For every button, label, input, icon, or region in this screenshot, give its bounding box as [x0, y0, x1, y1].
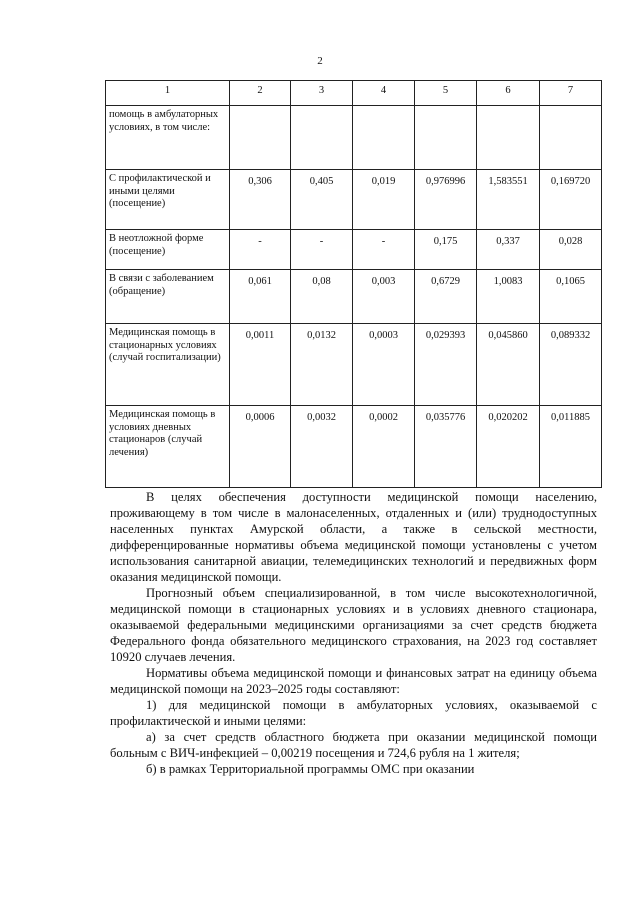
- table-cell: 0,028: [540, 230, 602, 270]
- table-cell: 0,306: [230, 170, 291, 230]
- paragraph: б) в рамках Территориальной программы ОМС при оказании: [146, 762, 475, 776]
- table-cell: 0,0132: [291, 324, 353, 406]
- table-cell: [540, 106, 602, 170]
- row-label: В неотложной форме (посещение): [106, 230, 230, 270]
- column-header: 6: [477, 81, 540, 106]
- table-cell: 0,169720: [540, 170, 602, 230]
- table-cell: -: [291, 230, 353, 270]
- paragraph: Нормативы объема медицинской помощи и финансовых затрат на единицу объема медицинской помощи на 2023–2025 годы составляют:: [110, 666, 597, 696]
- table-cell: 0,089332: [540, 324, 602, 406]
- row-label: Медицинская помощь в условиях дневных стационаров (случай лечения): [106, 406, 230, 488]
- table-cell: 1,0083: [477, 270, 540, 324]
- row-label: помощь в амбулаторных условиях, в том числе:: [106, 106, 230, 170]
- table-cell: 0,0032: [291, 406, 353, 488]
- paragraph: В целях обеспечения доступности медицинской помощи населению, проживающему в том числе в малонаселенных, отдаленных и (или) труднодоступных населенных пунктах Амурской области, а также в сельской местности, дифференцированные нормативы объема медицинской помощи установлены с учетом использования санитарной авиации, телемедицинских технологий и передвижных форм оказания медицинской помощи.: [110, 490, 597, 584]
- table-cell: 0,175: [415, 230, 477, 270]
- paragraph: 1) для медицинской помощи в амбулаторных условиях, оказываемой с профилактической и иными целями:: [110, 698, 597, 728]
- table-row: [106, 406, 602, 488]
- table-cell: 0,0006: [230, 406, 291, 488]
- norms-table: [105, 80, 602, 488]
- table-cell: -: [353, 230, 415, 270]
- table-cell: 0,020202: [477, 406, 540, 488]
- table-cell: 0,405: [291, 170, 353, 230]
- table-cell: -: [230, 230, 291, 270]
- table-cell: [415, 106, 477, 170]
- column-header: 2: [230, 81, 291, 106]
- paragraph: а) за счет средств областного бюджета при оказании медицинской помощи больным с ВИЧ-инфекцией – 0,00219 посещения и 724,6 рубля на 1 жителя;: [110, 730, 597, 760]
- body-text: [110, 489, 597, 777]
- table-cell: 0,011885: [540, 406, 602, 488]
- table-cell: 0,337: [477, 230, 540, 270]
- table-cell: 0,08: [291, 270, 353, 324]
- table-cell: 0,019: [353, 170, 415, 230]
- table-cell: 0,029393: [415, 324, 477, 406]
- table-cell: 0,0003: [353, 324, 415, 406]
- column-header: 3: [291, 81, 353, 106]
- table-row: [106, 106, 602, 170]
- table-cell: 1,583551: [477, 170, 540, 230]
- table-cell: 0,061: [230, 270, 291, 324]
- table-cell: [353, 106, 415, 170]
- table-row: [106, 324, 602, 406]
- column-header: 5: [415, 81, 477, 106]
- table-cell: 0,976996: [415, 170, 477, 230]
- column-header: 1: [106, 81, 230, 106]
- table-row: [106, 270, 602, 324]
- page-number: 2: [317, 55, 323, 67]
- table-row: [106, 170, 602, 230]
- column-header: 4: [353, 81, 415, 106]
- column-header: 7: [540, 81, 602, 106]
- paragraph: Прогнозный объем специализированной, в том числе высокотехнологичной, медицинской помощи в стационарных условиях и в условиях дневного стационара, оказываемой федеральными медицинскими организациями за счет средств бюджета Федерального фонда обязательного медицинского страхования, на 2023 год составляет 10920 случаев лечения.: [110, 586, 597, 664]
- table-row: [106, 230, 602, 270]
- table-cell: 0,035776: [415, 406, 477, 488]
- table-cell: 0,6729: [415, 270, 477, 324]
- table-cell: [230, 106, 291, 170]
- table-cell: [291, 106, 353, 170]
- table-cell: 0,0011: [230, 324, 291, 406]
- table-cell: 0,003: [353, 270, 415, 324]
- row-label: Медицинская помощь в стационарных условиях (случай госпитализации): [106, 324, 230, 406]
- table-cell: 0,1065: [540, 270, 602, 324]
- table-cell: [477, 106, 540, 170]
- table-header-row: [106, 81, 602, 106]
- table-cell: 0,0002: [353, 406, 415, 488]
- table-cell: 0,045860: [477, 324, 540, 406]
- row-label: В связи с заболеванием (обращение): [106, 270, 230, 324]
- row-label: С профилактической и иными целями (посещение): [106, 170, 230, 230]
